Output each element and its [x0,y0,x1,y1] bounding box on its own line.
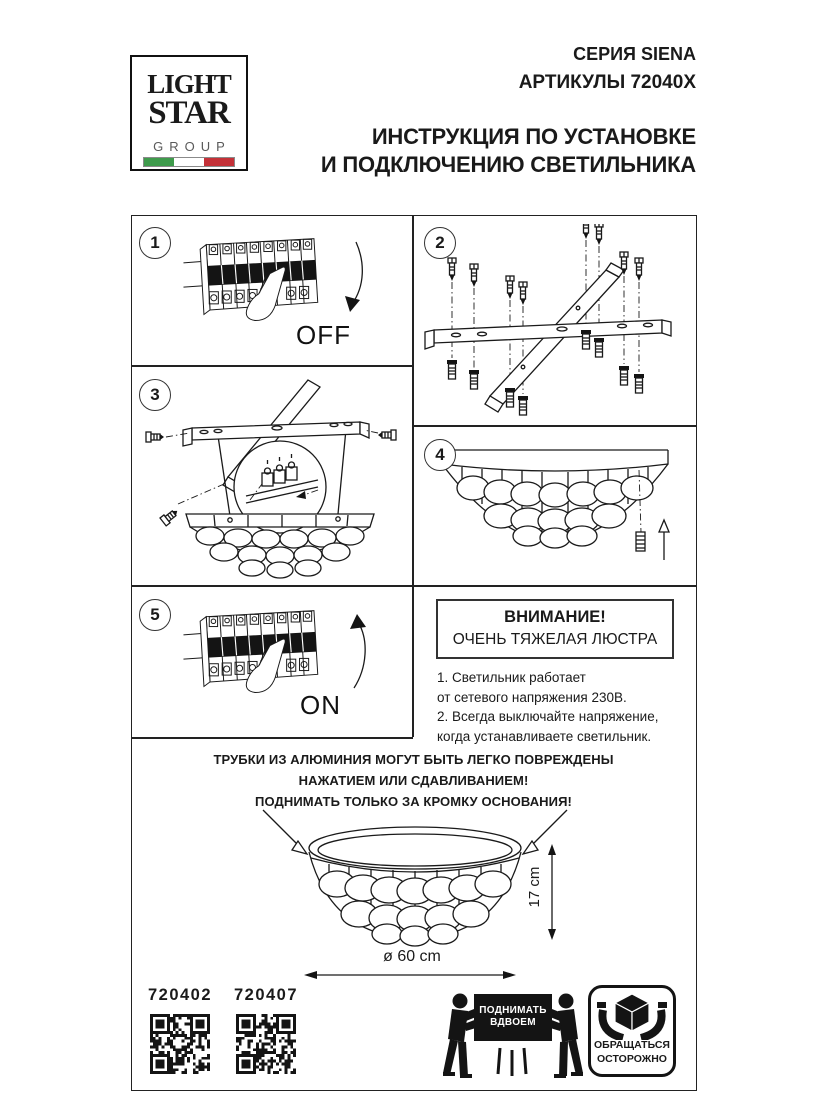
divider-h-middle [132,585,696,587]
qr-code-720407 [236,1014,296,1074]
flag-red [204,158,234,166]
care-label-line2: ОСТОРОЖНО [597,1053,667,1065]
step-4-number [424,439,456,471]
note-line: 1. Светильник работает [437,670,586,685]
logo-word-light: LIGHT [147,69,231,99]
mounting-bracket-illustration [420,224,690,420]
lift-label-line2: ВДВОЕМ [490,1017,536,1028]
notes-block [437,668,693,746]
divider-h-panel5 [132,737,413,739]
lift-with-two-pictogram [443,988,583,1083]
step-3-digit: 3 [150,385,160,404]
lift-label-line1: ПОДНИМАТЬ [479,1005,547,1016]
step-4-digit: 4 [435,445,445,464]
doc-title-line2: И ПОДКЛЮЧЕНИЮ СВЕТИЛЬНИКА [320,152,696,177]
logo-word-star: STAR [148,95,230,131]
arrow-curved-up-icon [336,608,370,692]
on-label: ON [300,690,341,720]
caution-line: ТРУБКИ ИЗ АЛЮМИНИЯ МОГУТ БЫТЬ ЛЕГКО ПОВРЕЖДЕНЫ [213,752,614,767]
logo-word-group: GROUP [153,139,231,154]
flag-white [174,158,204,166]
step-1-digit: 1 [150,233,160,252]
caution-line: НАЖАТИЕМ ИЛИ СДАВЛИВАНИЕМ! [298,773,529,788]
hands-holding-cube-icon [591,990,673,1040]
height-dimension-label: 17 cm [526,866,543,908]
step-2-digit: 2 [435,233,445,252]
article-code-720407: 720407 [233,986,299,1004]
divider-h-panel2 [412,425,696,427]
article-code-720402: 720402 [147,986,213,1004]
articles-title: АРТИКУЛЫ 72040X [518,72,696,93]
warning-box [436,599,674,659]
note-line: 2. Всегда выключайте напряжение, [437,709,659,724]
divider-h-panel1 [132,365,413,367]
chandelier-mounting-illustration [138,372,408,580]
step-5-number [139,599,171,631]
divider-vertical [412,216,414,737]
flag-green [144,158,174,166]
caution-line: ПОДНИМАТЬ ТОЛЬКО ЗА КРОМКУ ОСНОВАНИЯ! [255,794,572,809]
step-5-digit: 5 [150,605,160,624]
care-label-line1: ОБРАЩАТЬСЯ [594,1039,670,1051]
step-3-number [139,379,171,411]
handle-with-care-pictogram [588,985,676,1077]
warning-subtitle: ОЧЕНЬ ТЯЖЕЛАЯ ЛЮСТРА [452,631,658,648]
step-2-number [424,227,456,259]
arrow-curved-down-icon [334,238,368,322]
off-label: OFF [296,320,351,350]
step-1-number [139,227,171,259]
diameter-dimension-arrow [302,968,518,984]
qr-code-720402 [150,1014,210,1074]
note-line: когда устанавливаете светильник. [437,728,652,744]
series-title: СЕРИЯ SIENA [573,44,696,64]
diameter-dimension-label: ø 60 cm [383,948,441,965]
lightstar-logo [130,55,248,171]
caution-block [141,749,686,812]
note-line: от сетевого напряжения 230В. [437,689,627,705]
doc-title-line1: ИНСТРУКЦИЯ ПО УСТАНОВКЕ [371,124,696,149]
warning-title: ВНИМАНИЕ! [504,608,606,626]
lift-box-label [474,994,552,1041]
chandelier-pull-cord-illustration [424,432,686,580]
italian-flag-icon [143,157,235,167]
